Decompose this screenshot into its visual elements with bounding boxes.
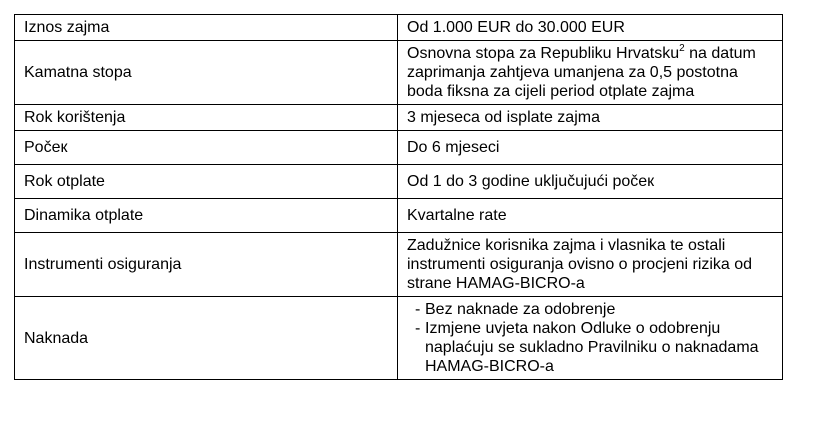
collateral-value: Zadužnice korisnika zajma i vlasnika te ostali instrumenti osiguranja ovisno o procjeni rizika od strane HAMAG-BICRO-a	[398, 233, 783, 297]
table-row-collateral	[15, 233, 783, 297]
repayment-schedule-value: Kvartalne rate	[398, 199, 783, 233]
dash-bullet: -	[415, 320, 421, 337]
fee-item-text: Izmjene uvjeta nakon Odluke o odobrenju naplaćuju se sukladno Pravilniku o naknadama HAMAG-BICRO-a	[425, 320, 759, 375]
grace-period-value: Do 6 mjeseci	[398, 131, 783, 165]
loan-amount-label: Iznos zajma	[15, 15, 398, 41]
table-row-fee	[15, 297, 783, 380]
table-row-interest-rate	[15, 41, 783, 105]
usage-period-label: Rok korištenja	[15, 105, 398, 131]
table-row-loan-amount	[15, 15, 783, 41]
table-row-grace-period	[15, 131, 783, 165]
interest-rate-text-start: Osnovna stopa za Republiku Hrvatsku	[407, 45, 680, 62]
loan-terms-table	[14, 14, 783, 380]
repayment-schedule-label: Dinamika otplate	[15, 199, 398, 233]
list-item	[415, 319, 773, 376]
interest-rate-text-end: na datum zaprimanja zahtjeva umanjena za 0,5 postotna boda fiksna za cijeli period otplate zajma	[407, 45, 756, 100]
usage-period-value: 3 mjeseca od isplate zajma	[398, 105, 783, 131]
table-row-repayment-schedule	[15, 199, 783, 233]
fee-value	[398, 297, 783, 380]
fee-item-text: Bez naknade za odobrenje	[425, 301, 616, 318]
repayment-period-value: Od 1 do 3 godine uključujući počeк	[398, 165, 783, 199]
grace-period-label: Počeк	[15, 131, 398, 165]
loan-amount-value: Od 1.000 EUR do 30.000 EUR	[398, 15, 783, 41]
list-item	[415, 300, 773, 319]
collateral-label: Instrumenti osiguranja	[15, 233, 398, 297]
fee-list	[407, 300, 773, 376]
interest-rate-value	[398, 41, 783, 105]
table-row-repayment-period	[15, 165, 783, 199]
dash-bullet: -	[415, 301, 421, 318]
table-row-usage-period	[15, 105, 783, 131]
fee-label: Naknada	[15, 297, 398, 380]
repayment-period-label: Rok otplate	[15, 165, 398, 199]
interest-rate-label: Kamatna stopa	[15, 41, 398, 105]
footnote-marker: 2	[679, 43, 685, 54]
